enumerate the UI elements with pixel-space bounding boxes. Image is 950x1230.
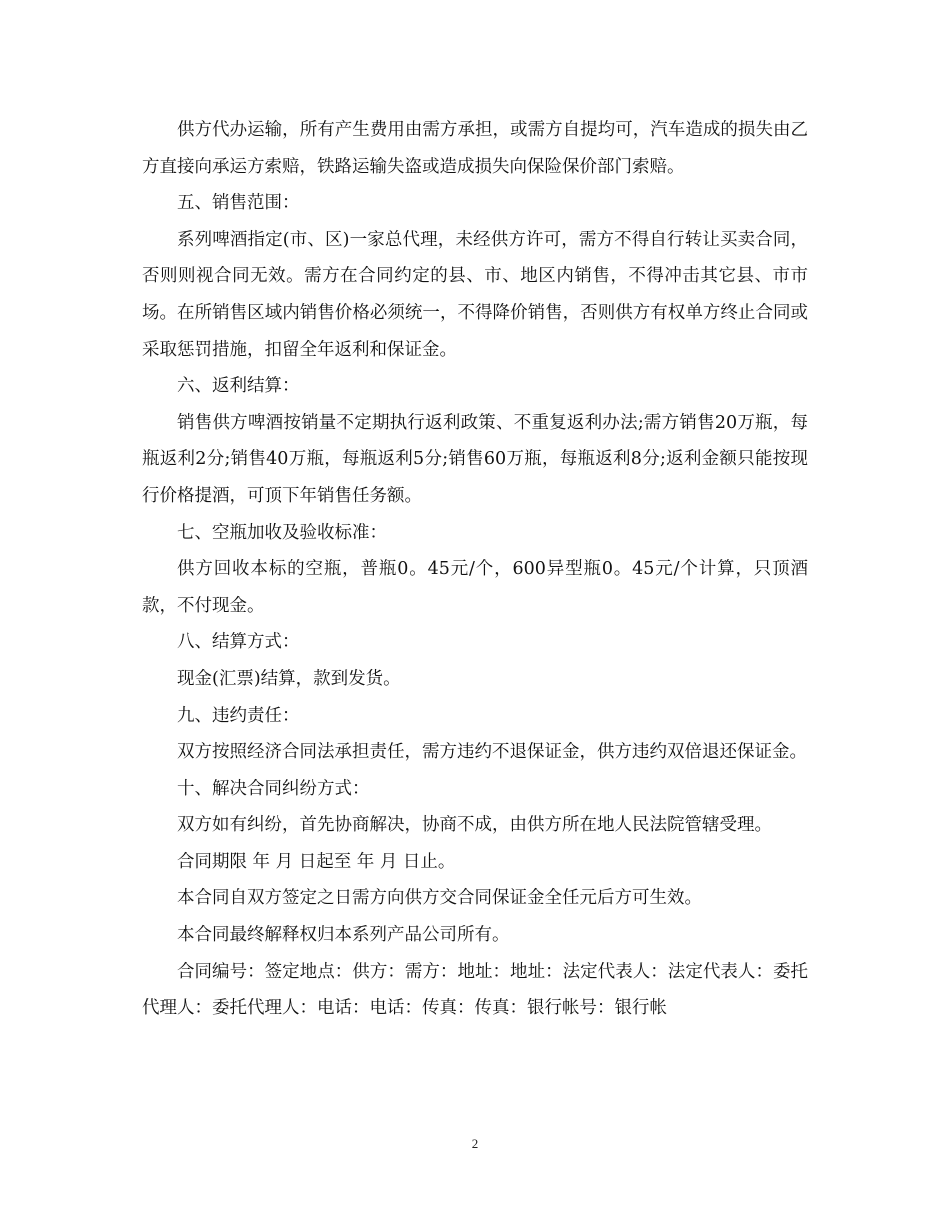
paragraph-empty-bottles: 供方回收本标的空瓶，普瓶0。45元/个，600异型瓶0。45元/个计算，只顶酒款，不付现金。 (142, 559, 808, 616)
paragraph-effective-date: 本合同自双方签定之日需方向供方交合同保证金全任元后方可生效。 (177, 888, 702, 909)
page-number: 2 (471, 1136, 479, 1151)
paragraph-rebate-settlement: 销售供方啤酒按销量不定期执行返利政策、不重复返利办法;需方销售20万瓶，每瓶返利2分;销售40万瓶，每瓶返利5分;销售60万瓶，每瓶返利8分;返利金额只能按现行价格提酒，可顶下年销售任务额。 (142, 412, 808, 506)
heading-sales-scope: 五、销售范围： (177, 193, 300, 214)
heading-dispute-resolution: 十、解决合同纠纷方式： (177, 778, 370, 799)
paragraph-interpretation: 本合同最终解释权归本系列产品公司所有。 (177, 925, 510, 946)
paragraph-dispute-resolution: 双方如有纠纷，首先协商解决，协商不成，由供方所在地人民法院管辖受理。 (177, 815, 772, 836)
paragraph-contract-term: 合同期限 年 月 日起至 年 月 日止。 (177, 851, 456, 872)
heading-breach-liability: 九、违约责任： (177, 705, 300, 726)
heading-empty-bottles: 七、空瓶加收及验收标准： (177, 522, 387, 543)
heading-rebate-settlement: 六、返利结算： (177, 376, 300, 397)
paragraph-breach-liability: 双方按照经济合同法承担责任，需方违约不退保证金，供方违约双倍退还保证金。 (177, 742, 807, 763)
paragraph-payment-method: 现金(汇票)结算，款到发货。 (177, 668, 401, 689)
heading-payment-method: 八、结算方式： (177, 632, 300, 653)
paragraph-signature-fields: 合同编号：签定地点：供方：需方：地址：地址：法定代表人：法定代表人：委托代理人：委托代理人：电话：电话：传真：传真：银行帐号：银行帐 (142, 961, 808, 1019)
paragraph-transport: 供方代办运输，所有产生费用由需方承担，或需方自提均可，汽车造成的损失由乙方直接向承运方索赔，铁路运输失盗或造成损失向保险保价部门索赔。 (142, 120, 808, 177)
paragraph-sales-scope: 系列啤酒指定(市、区)一家总代理，未经供方许可，需方不得自行转让买卖合同，否则则视合同无效。需方在合同约定的县、市、地区内销售，不得冲击其它县、市市场。在所销售区域内销售价格必须统一，不得降价销售，否则供方有权单方终止合同或采取惩罚措施，扣留全年返利和保证金。 (142, 229, 808, 360)
document-body (142, 112, 808, 1027)
